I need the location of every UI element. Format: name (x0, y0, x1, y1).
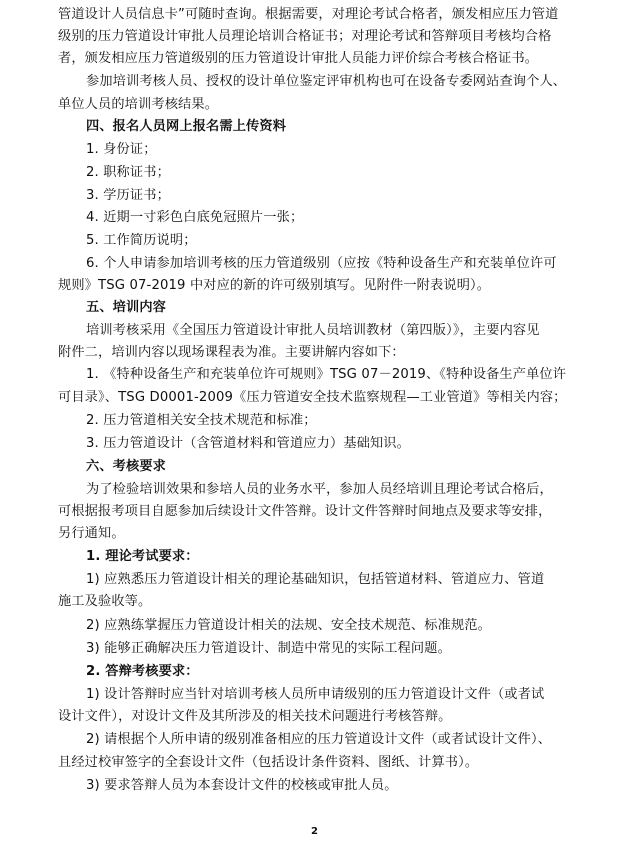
text-line: 且经过校审签字的全套设计文件（包括设计条件资料、图纸、计算书）。 (58, 755, 479, 770)
section-heading: 1. 理论考试要求： (86, 549, 199, 564)
text-line: 参加培训考核人员、授权的设计单位鉴定评审机构也可在设备专委网站查询个人、 (86, 74, 567, 89)
text-line: 3. 学历证书； (86, 188, 170, 203)
text-line: 3. 压力管道设计（含管道材料和管道应力）基础知识。 (86, 436, 410, 451)
text-line: 施工及验收等。 (58, 594, 152, 609)
text-line: 1) 应熟悉压力管道设计相关的理论基础知识，包括管道材料、管道应力、管道 (86, 572, 545, 587)
text-line: 1) 设计答辩时应当针对培训考核人员所申请级别的压力管道设计文件（或者试 (86, 687, 545, 702)
section-heading: 六、考核要求 (86, 459, 167, 474)
text-line: 培训考核采用《全国压力管道设计审批人员培训教材（第四版）》，主要内容见 (86, 323, 540, 338)
text-line: 规则》TSG 07-2019 中对应的新的许可级别填写。见附件一附表说明）。 (58, 278, 491, 293)
text-line: 者，颁发相应压力管道级别的压力管道设计审批人员能力评价综合考核合格证书。 (58, 51, 539, 66)
text-line: 2) 应熟练掌握压力管道设计相关的法规、安全技术规范、标准规范。 (86, 618, 491, 633)
text-line: 2) 请根据个人所申请的级别准备相应的压力管道设计文件（或者试设计文件）、 (86, 732, 552, 747)
text-line: 1. 《特种设备生产和充装单位许可规则》TSG 07－2019、《特种设备生产单位许 (86, 367, 567, 382)
text-line: 另行通知。 (58, 526, 125, 541)
text-line: 2. 压力管道相关安全技术规范和标准； (86, 413, 317, 428)
text-line: 4. 近期一寸彩色白底免冠照片一张； (86, 210, 304, 225)
text-line: 1. 身份证； (86, 142, 157, 157)
text-line: 级别的压力管道设计审批人员理论培训合格证书；对理论考试和答辩项目考核均合格 (58, 29, 552, 44)
section-heading: 四、报名人员网上报名需上传资料 (86, 119, 287, 134)
text-line: 3) 能够正确解决压力管道设计、制造中常见的实际工程问题。 (86, 641, 451, 656)
text-line: 5. 工作简历说明； (86, 233, 197, 248)
text-line: 3) 要求答辩人员为本套设计文件的校核或审批人员。 (86, 778, 398, 793)
section-heading: 2. 答辩考核要求： (86, 664, 199, 679)
text-line: 设计文件），对设计文件及其所涉及的相关技术问题进行考核答辩。 (58, 709, 452, 724)
text-line: 可目录》、TSG D0001-2009《压力管道安全技术监察规程—工业管道》等相关内容； (58, 390, 567, 405)
page-number: 2 (311, 826, 318, 837)
text-line: 为了检验培训效果和参培人员的业务水平，参加人员经培训且理论考试合格后， (86, 482, 553, 497)
text-line: 6. 个人申请参加培训考核的压力管道级别（应按《特种设备生产和充装单位许可 (86, 256, 557, 271)
text-line: 单位人员的培训考核结果。 (58, 97, 219, 112)
section-heading: 五、培训内容 (86, 300, 167, 315)
text-line: 附件二，培训内容以现场课程表为准。主要讲解内容如下： (58, 345, 405, 360)
text-line: 2. 职称证书； (86, 165, 170, 180)
text-line: 可根据报考项目自愿参加后续设计文件答辩。设计文件答辩时间地点及要求等安排， (58, 504, 552, 519)
text-line: 管道设计人员信息卡”可随时查询。根据需要，对理论考试合格者，颁发相应压力管道 (58, 7, 559, 22)
